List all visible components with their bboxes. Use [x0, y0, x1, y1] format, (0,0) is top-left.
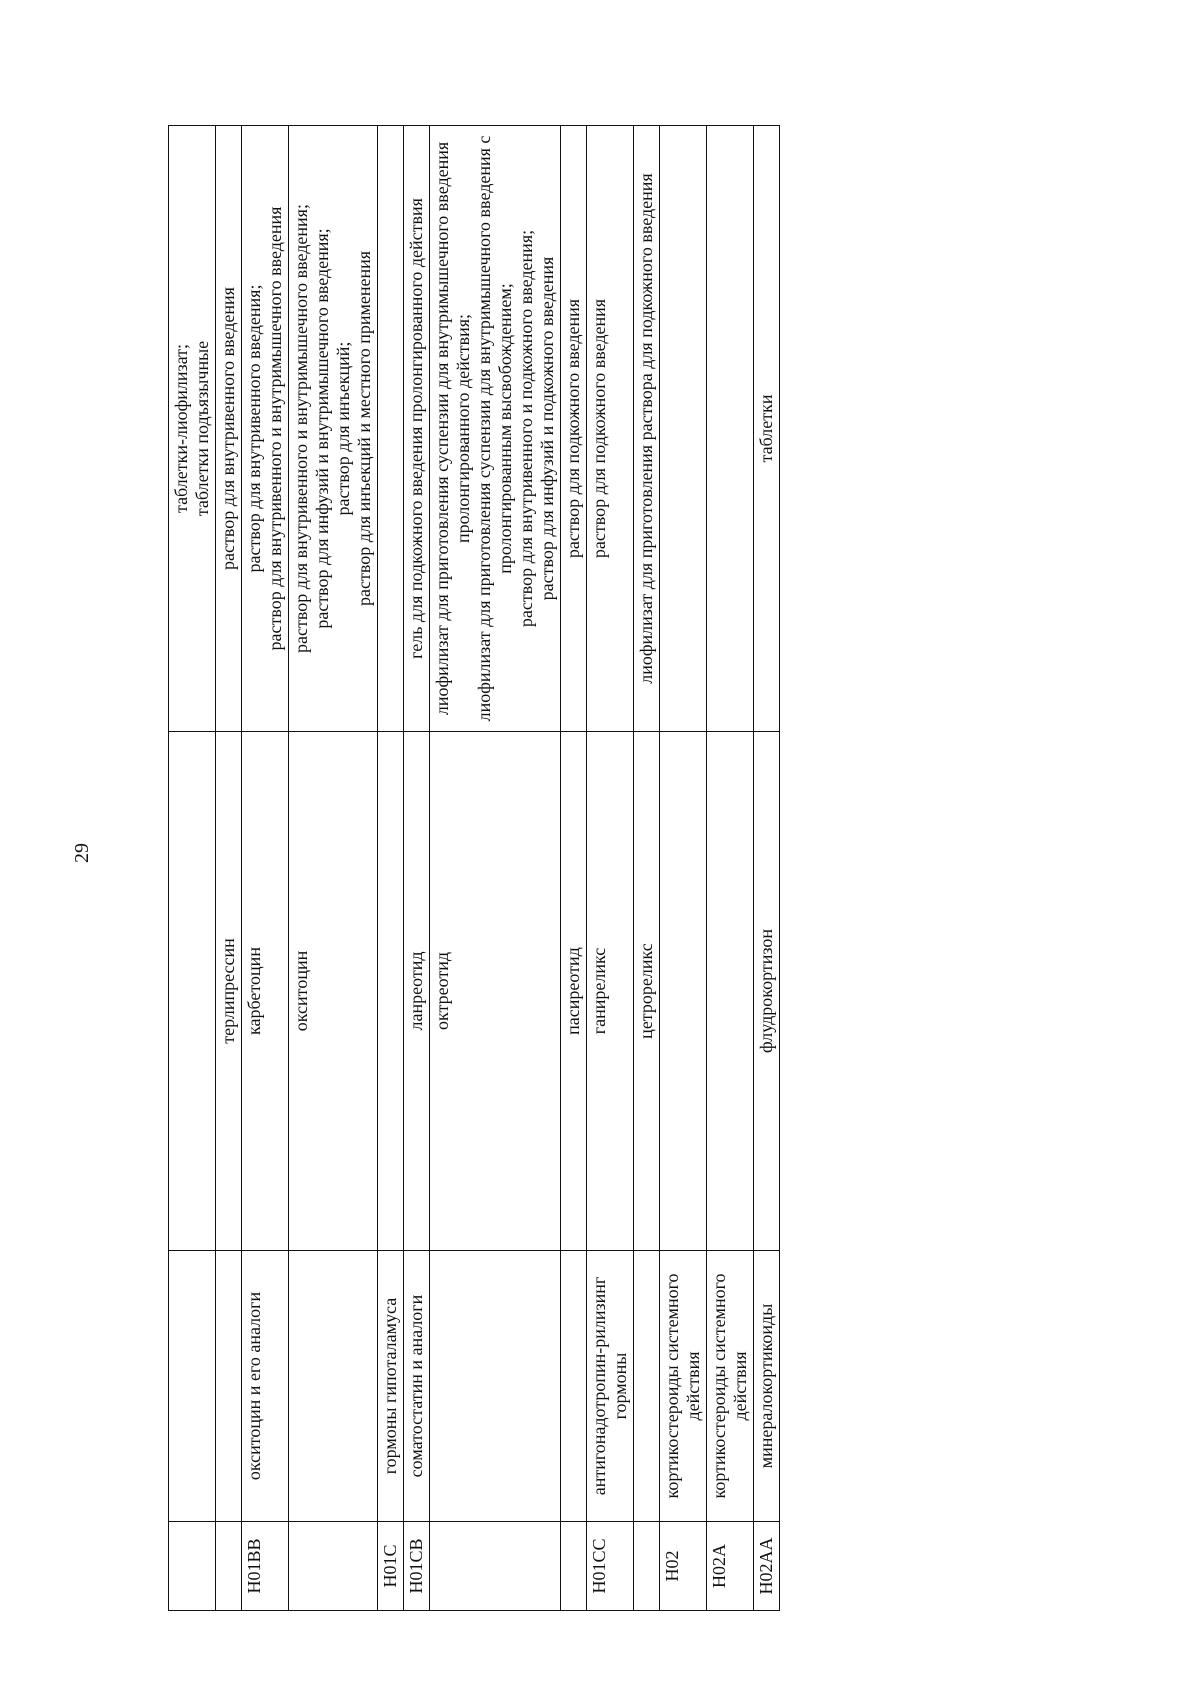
drug-cell	[378, 732, 404, 1251]
dosage-form: лиофилизат для приготовления суспензии для внутримышечного введения пролонгированного действия;	[432, 141, 473, 716]
forms-cell	[289, 126, 378, 732]
forms-cell	[707, 126, 754, 732]
forms-cell	[754, 126, 780, 732]
drug-cell: терлипрессин	[216, 732, 242, 1251]
empty-spacer	[709, 130, 730, 727]
forms-cell	[634, 126, 660, 732]
group-cell: окситоцин и его аналоги	[242, 1251, 289, 1522]
code-cell	[289, 1522, 378, 1611]
drug-cell: цетрореликс	[634, 732, 660, 1251]
dosage-form: лиофилизат для приготовления суспензии для внутримышечного введения с пролонгированным высвобождением;	[474, 135, 515, 722]
code-cell	[169, 1522, 216, 1611]
drug-cell: флудрокортизон	[754, 732, 780, 1251]
page-number: 29	[71, 843, 93, 863]
dosage-form: таблетки подъязычные	[192, 340, 212, 517]
group-cell: антигонадотропин-рилизинг гормоны	[587, 1251, 634, 1522]
code-cell: H02	[660, 1522, 707, 1611]
code-cell: H01C	[378, 1522, 404, 1611]
group-cell: кортикостероиды системного действия	[660, 1251, 707, 1522]
group-cell	[289, 1251, 378, 1522]
code-cell: H01BB	[242, 1522, 289, 1611]
drug-cell: ланреотид	[404, 732, 430, 1251]
dosage-form: лиофилизат для приготовления раствора для подкожного введения	[636, 173, 656, 684]
group-cell	[430, 1251, 561, 1522]
table-row	[707, 126, 754, 1611]
dosage-form: таблетки	[756, 394, 776, 463]
table-row	[754, 126, 780, 1611]
table-row	[634, 126, 660, 1611]
table-row	[404, 126, 430, 1611]
drug-cell: ганиреликс	[587, 732, 634, 1251]
drug-cell	[707, 732, 754, 1251]
forms-cell	[430, 126, 561, 732]
code-cell	[634, 1522, 660, 1611]
code-cell: H02AA	[754, 1522, 780, 1611]
dosage-form: раствор для внутривенного и внутримышечного введения	[265, 206, 285, 651]
group-cell	[216, 1251, 242, 1522]
drug-table	[168, 125, 780, 1611]
table-row	[561, 126, 587, 1611]
forms-cell	[216, 126, 242, 732]
dosage-form: раствор для инъекций;	[333, 341, 353, 516]
forms-cell	[660, 126, 707, 732]
group-cell	[169, 1251, 216, 1522]
table-body	[169, 126, 780, 1611]
group-cell	[561, 1251, 587, 1522]
rotated-table-wrapper	[168, 125, 1118, 1611]
table-row	[242, 126, 289, 1611]
group-cell: гормоны гипоталамуса	[378, 1251, 404, 1522]
code-cell	[430, 1522, 561, 1611]
drug-cell: октреотид	[430, 732, 561, 1251]
code-cell: H02A	[707, 1522, 754, 1611]
group-cell: минералокортикоиды	[754, 1251, 780, 1522]
code-cell: H01CB	[404, 1522, 430, 1611]
empty-spacer	[662, 130, 683, 727]
forms-cell	[242, 126, 289, 732]
dosage-form: раствор для внутривенного и подкожного введения;	[516, 229, 536, 628]
dosage-form: раствор для инъекций и местного применения	[354, 250, 374, 607]
dosage-form: раствор для инфузий и внутримышечного введения;	[312, 228, 332, 629]
dosage-form: раствор для внутривенного и внутримышечного введения;	[291, 204, 311, 653]
forms-cell	[378, 126, 404, 732]
drug-cell	[660, 732, 707, 1251]
dosage-form: раствор для инфузий и подкожного введения	[537, 256, 557, 601]
table-row	[660, 126, 707, 1611]
table-row	[430, 126, 561, 1611]
code-cell	[216, 1522, 242, 1611]
table-row	[289, 126, 378, 1611]
table-row	[378, 126, 404, 1611]
dosage-form: таблетки-лиофилизат;	[171, 343, 191, 514]
code-cell	[561, 1522, 587, 1611]
forms-cell	[561, 126, 587, 732]
group-cell: соматостатин и аналоги	[404, 1251, 430, 1522]
group-cell	[634, 1251, 660, 1522]
forms-cell	[404, 126, 430, 732]
table-row	[169, 126, 216, 1611]
drug-cell	[169, 732, 216, 1251]
code-cell: H01CC	[587, 1522, 634, 1611]
table-row	[216, 126, 242, 1611]
drug-cell: пасиреотид	[561, 732, 587, 1251]
table-row	[587, 126, 634, 1611]
group-cell: кортикостероиды системного действия	[707, 1251, 754, 1522]
table-viewport	[168, 125, 1118, 1611]
empty-spacer	[380, 130, 401, 727]
dosage-form: раствор для внутривенного введения	[218, 287, 238, 570]
dosage-form: раствор для подкожного введения	[563, 298, 583, 559]
forms-cell	[169, 126, 216, 732]
forms-cell	[587, 126, 634, 732]
dosage-form: раствор для внутривенного введения;	[244, 284, 264, 573]
dosage-form: раствор для подкожного введения	[589, 298, 609, 559]
dosage-form: гель для подкожного введения пролонгированного действия	[406, 198, 426, 659]
drug-cell: окситоцин	[289, 732, 378, 1251]
drug-cell: карбетоцин	[242, 732, 289, 1251]
